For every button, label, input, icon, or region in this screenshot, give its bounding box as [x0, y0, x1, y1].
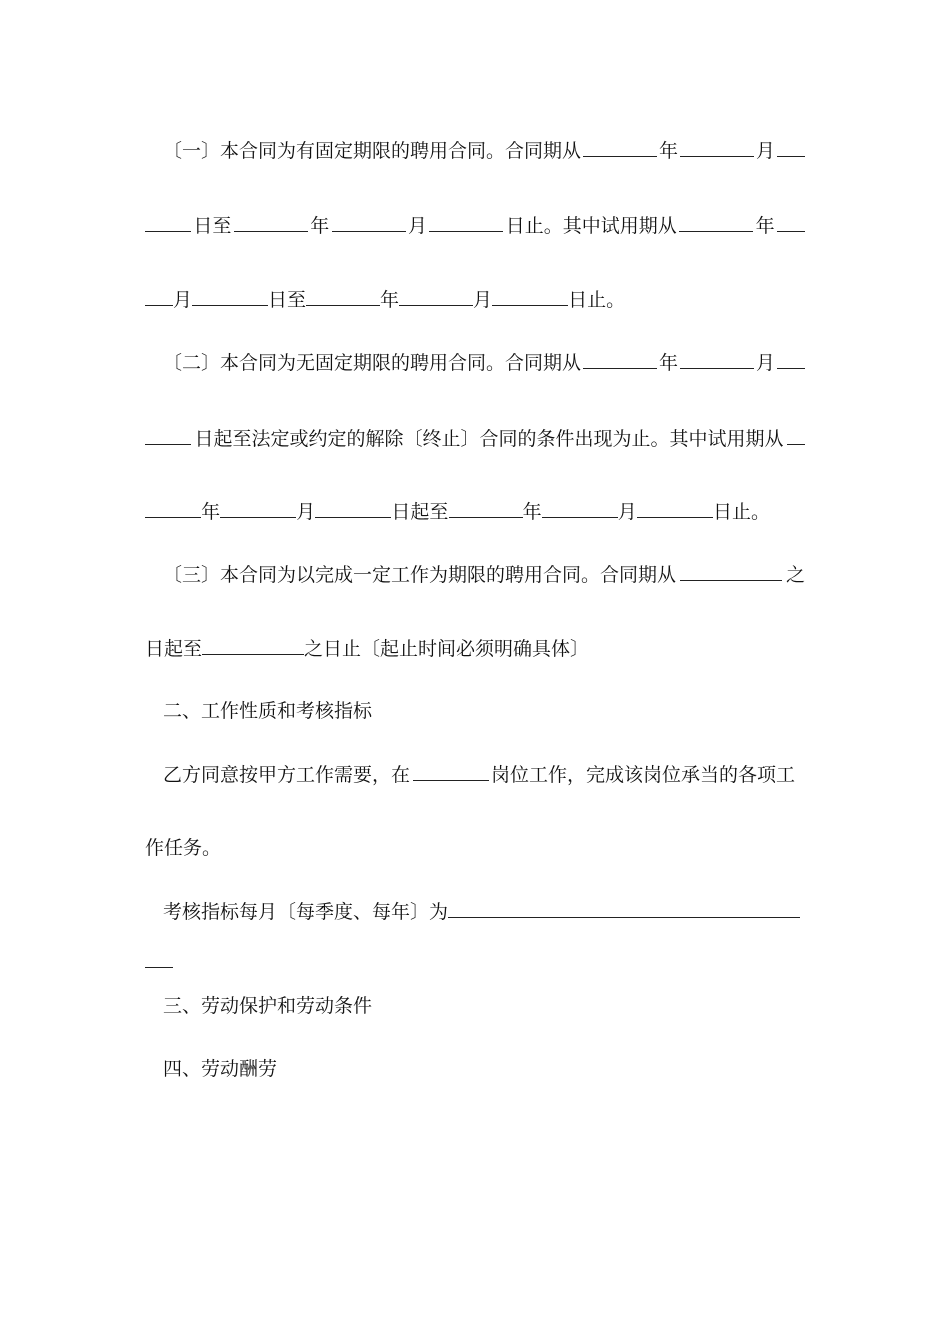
blank-field[interactable]: [399, 287, 473, 306]
blank-field[interactable]: [777, 138, 805, 157]
blank-field[interactable]: [583, 138, 657, 157]
section-4-heading: 四、劳动酬劳: [163, 1058, 278, 1080]
blank-field[interactable]: [429, 213, 503, 232]
work-assignment-line-1: [163, 762, 795, 787]
blank-field[interactable]: [145, 499, 201, 518]
section-3-heading: 三、劳动保护和劳动条件: [163, 995, 373, 1017]
year-label: 年: [201, 501, 221, 523]
blank-field[interactable]: [680, 138, 754, 157]
year-label: 年: [755, 215, 775, 237]
blank-field[interactable]: [315, 499, 391, 518]
year-label: 年: [658, 352, 678, 374]
blank-field[interactable]: [777, 213, 805, 232]
blank-field[interactable]: [306, 287, 380, 306]
year-label: 年: [380, 289, 400, 311]
blank-field[interactable]: [202, 636, 304, 655]
work-assignment-line-2: 作任务。: [145, 837, 222, 859]
blank-field[interactable]: [680, 350, 754, 369]
month-label: 月: [296, 501, 316, 523]
blank-field[interactable]: [777, 350, 805, 369]
month-label: 月: [407, 215, 427, 237]
month-label: 月: [473, 289, 493, 311]
blank-field[interactable]: [637, 499, 713, 518]
blank-field[interactable]: [679, 213, 753, 232]
blank-field[interactable]: [680, 562, 782, 581]
clause-3-text: 〔三〕本合同为以完成一定工作为期限的聘用合同。合同期从: [163, 564, 677, 586]
month-label: 月: [173, 289, 193, 311]
blank-field[interactable]: [449, 499, 523, 518]
blank-field[interactable]: [492, 287, 568, 306]
assessment-text: 考核指标每月〔每季度、每年〕为: [163, 901, 449, 923]
work-assignment-text-continued: 岗位工作，完成该岗位承当的各项工: [490, 764, 795, 786]
clause-3-line-1: [163, 562, 805, 587]
month-label: 月: [617, 501, 637, 523]
blank-field[interactable]: [542, 499, 618, 518]
month-label: 月: [755, 352, 775, 374]
blank-field[interactable]: [192, 287, 268, 306]
probation-label: 日止。其中试用期从: [505, 215, 677, 237]
blank-field[interactable]: [583, 350, 657, 369]
clause-1-text: 〔一〕本合同为有固定期限的聘用合同。合同期从: [163, 140, 582, 162]
assessment-line: [163, 899, 805, 924]
clause-1-line-3: [145, 287, 645, 312]
blank-field[interactable]: [787, 426, 805, 445]
day-from-label: 日起至: [391, 501, 449, 523]
blank-field[interactable]: [145, 949, 173, 968]
clause-2-line-2: [145, 426, 805, 451]
position-blank[interactable]: [413, 762, 489, 781]
month-label: 月: [755, 140, 775, 162]
end-label: 日止。: [568, 289, 626, 311]
assessment-line-continued: [145, 949, 805, 974]
year-label: 年: [522, 501, 542, 523]
day-to-label: 日至: [268, 289, 307, 311]
day-to-label: 日至: [193, 215, 232, 237]
day-from-label: 日起至: [145, 638, 203, 660]
work-assignment-text: 乙方同意按甲方工作需要，在: [163, 764, 411, 786]
clause-2-line-3: [145, 499, 770, 524]
blank-field[interactable]: [145, 287, 173, 306]
clause-2-text: 〔二〕本合同为无固定期限的聘用合同。合同期从: [163, 352, 582, 374]
blank-field[interactable]: [332, 213, 406, 232]
end-label: 日止。: [712, 501, 770, 523]
clause-2-continuation: 日起至法定或约定的解除〔终止〕合同的条件出现为止。其中试用期从: [194, 428, 784, 450]
assessment-blank[interactable]: [448, 899, 800, 918]
of-label: 之: [785, 564, 805, 586]
section-2-heading: 二、工作性质和考核指标: [163, 700, 373, 722]
clause-3-line-2: [145, 636, 805, 661]
blank-field[interactable]: [234, 213, 308, 232]
clause-2-line-1: [163, 350, 805, 375]
clause-1-line-1: [163, 138, 805, 163]
clause-3-end-text: 之日止〔起止时间必须明确具体〕: [304, 638, 590, 660]
blank-field[interactable]: [145, 213, 191, 232]
year-label: 年: [310, 215, 330, 237]
blank-field[interactable]: [145, 426, 191, 445]
blank-field[interactable]: [220, 499, 296, 518]
year-label: 年: [658, 140, 678, 162]
clause-1-line-2: [145, 213, 805, 238]
